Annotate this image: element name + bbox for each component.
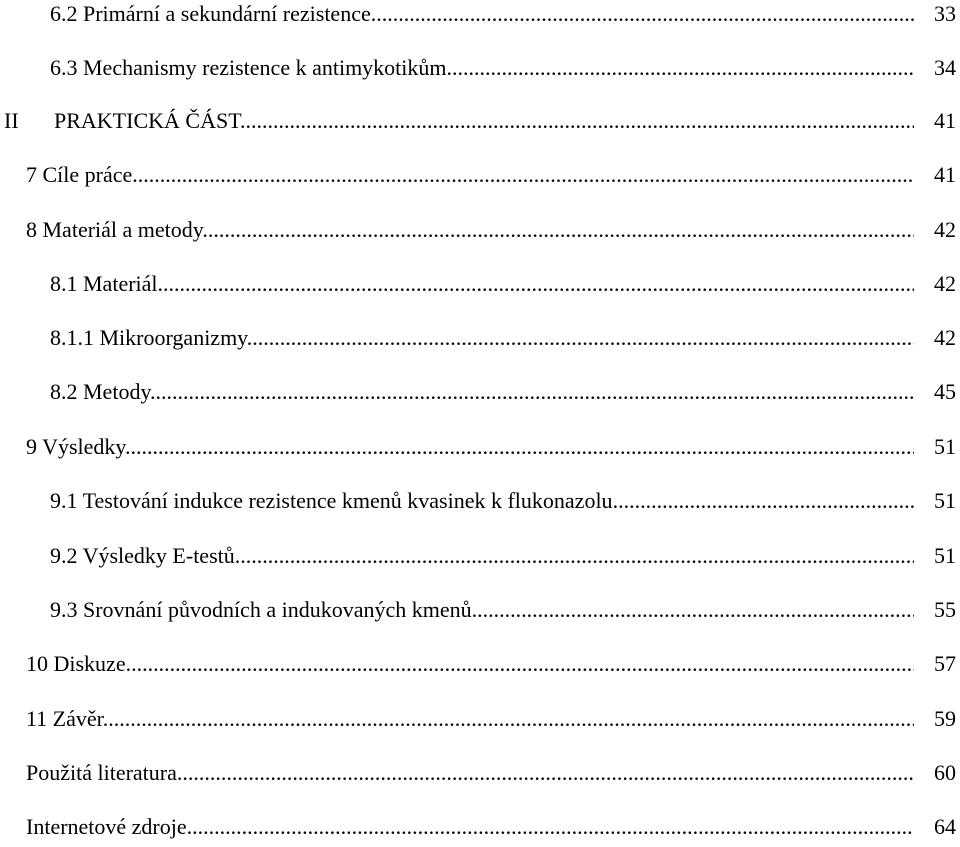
toc-entry-title: 8.1.1 Mikroorganizmy bbox=[50, 325, 247, 350]
toc-entry-part-ii bbox=[0, 101, 956, 141]
toc-entry-title: Použitá literatura bbox=[26, 760, 177, 785]
toc-page-number: 42 bbox=[934, 217, 956, 242]
toc-entry-title: Internetové zdroje bbox=[26, 814, 187, 839]
toc-entry-7 bbox=[0, 155, 956, 195]
toc-part-number: II bbox=[4, 108, 19, 133]
toc-leader-dots bbox=[447, 55, 914, 80]
toc-entry-internet-sources bbox=[0, 807, 956, 847]
toc-leader-dots bbox=[371, 1, 914, 26]
toc-page-number: 33 bbox=[934, 1, 956, 26]
toc-page-number: 45 bbox=[934, 379, 956, 404]
toc-entry-title: 8.1 Materiál bbox=[50, 271, 158, 296]
toc-page-number: 55 bbox=[934, 597, 956, 622]
toc-page-number: 51 bbox=[934, 488, 956, 513]
toc-leader-dots bbox=[202, 217, 914, 242]
toc-entry-11 bbox=[0, 699, 956, 739]
toc-leader-dots bbox=[103, 706, 914, 731]
toc-leader-dots bbox=[235, 543, 914, 568]
toc-leader-dots bbox=[472, 597, 914, 622]
toc-entry-title: 10 Diskuze bbox=[26, 651, 126, 676]
toc-page-number: 59 bbox=[934, 706, 956, 731]
toc-page-number: 51 bbox=[934, 543, 956, 568]
toc-entry-title: 9 Výsledky bbox=[26, 434, 125, 459]
toc-entry-references bbox=[0, 753, 956, 793]
toc-entry-title: 9.3 Srovnání původních a indukovaných kmenů bbox=[50, 597, 472, 622]
toc-page-number: 41 bbox=[934, 162, 956, 187]
toc-entry-9-3 bbox=[0, 590, 956, 630]
toc-entry-title: 7 Cíle práce bbox=[26, 162, 133, 187]
toc-page-number: 60 bbox=[934, 760, 956, 785]
toc-entry-title: PRAKTICKÁ ČÁST bbox=[54, 108, 241, 133]
toc-leader-dots bbox=[150, 379, 914, 404]
toc-page-number: 51 bbox=[934, 434, 956, 459]
toc-entry-title: 6.3 Mechanismy rezistence k antimykotikům bbox=[50, 55, 447, 80]
toc-page-number: 57 bbox=[934, 651, 956, 676]
toc-entry-title: 11 Závěr bbox=[26, 706, 103, 731]
toc-page-number: 42 bbox=[934, 271, 956, 296]
toc-entry-9 bbox=[0, 427, 956, 467]
toc-page-number: 42 bbox=[934, 325, 956, 350]
toc-page-number: 34 bbox=[934, 55, 956, 80]
toc-leader-dots bbox=[126, 651, 914, 676]
toc-entry-8-1-1 bbox=[0, 318, 956, 358]
toc-leader-dots bbox=[177, 760, 914, 785]
toc-entry-6-2 bbox=[0, 0, 956, 34]
toc-entry-9-2 bbox=[0, 536, 956, 576]
toc-entry-title: 8 Materiál a metody bbox=[26, 217, 203, 242]
toc-entry-8-2 bbox=[0, 372, 956, 412]
toc-entry-title: 9.1 Testování indukce rezistence kmenů kvasinek k flukonazolu bbox=[50, 488, 613, 513]
toc-entry-9-1 bbox=[0, 481, 956, 521]
toc-entry-6-3 bbox=[0, 48, 956, 88]
toc-leader-dots bbox=[187, 814, 914, 839]
toc-leader-dots bbox=[240, 108, 914, 133]
toc-leader-dots bbox=[247, 325, 914, 350]
toc-entry-title: 6.2 Primární a sekundární rezistence bbox=[50, 1, 371, 26]
toc-entry-8 bbox=[0, 210, 956, 250]
toc-entry-title: 8.2 Metody bbox=[50, 379, 151, 404]
toc-entry-10 bbox=[0, 644, 956, 684]
toc-entry-8-1 bbox=[0, 264, 956, 304]
toc-page-number: 41 bbox=[934, 108, 956, 133]
toc-leader-dots bbox=[613, 488, 914, 513]
toc-page-number: 64 bbox=[934, 814, 956, 839]
toc-leader-dots bbox=[158, 271, 914, 296]
toc-entry-title: 9.2 Výsledky E-testů bbox=[50, 543, 235, 568]
toc-leader-dots bbox=[125, 434, 914, 459]
toc-leader-dots bbox=[132, 162, 914, 187]
